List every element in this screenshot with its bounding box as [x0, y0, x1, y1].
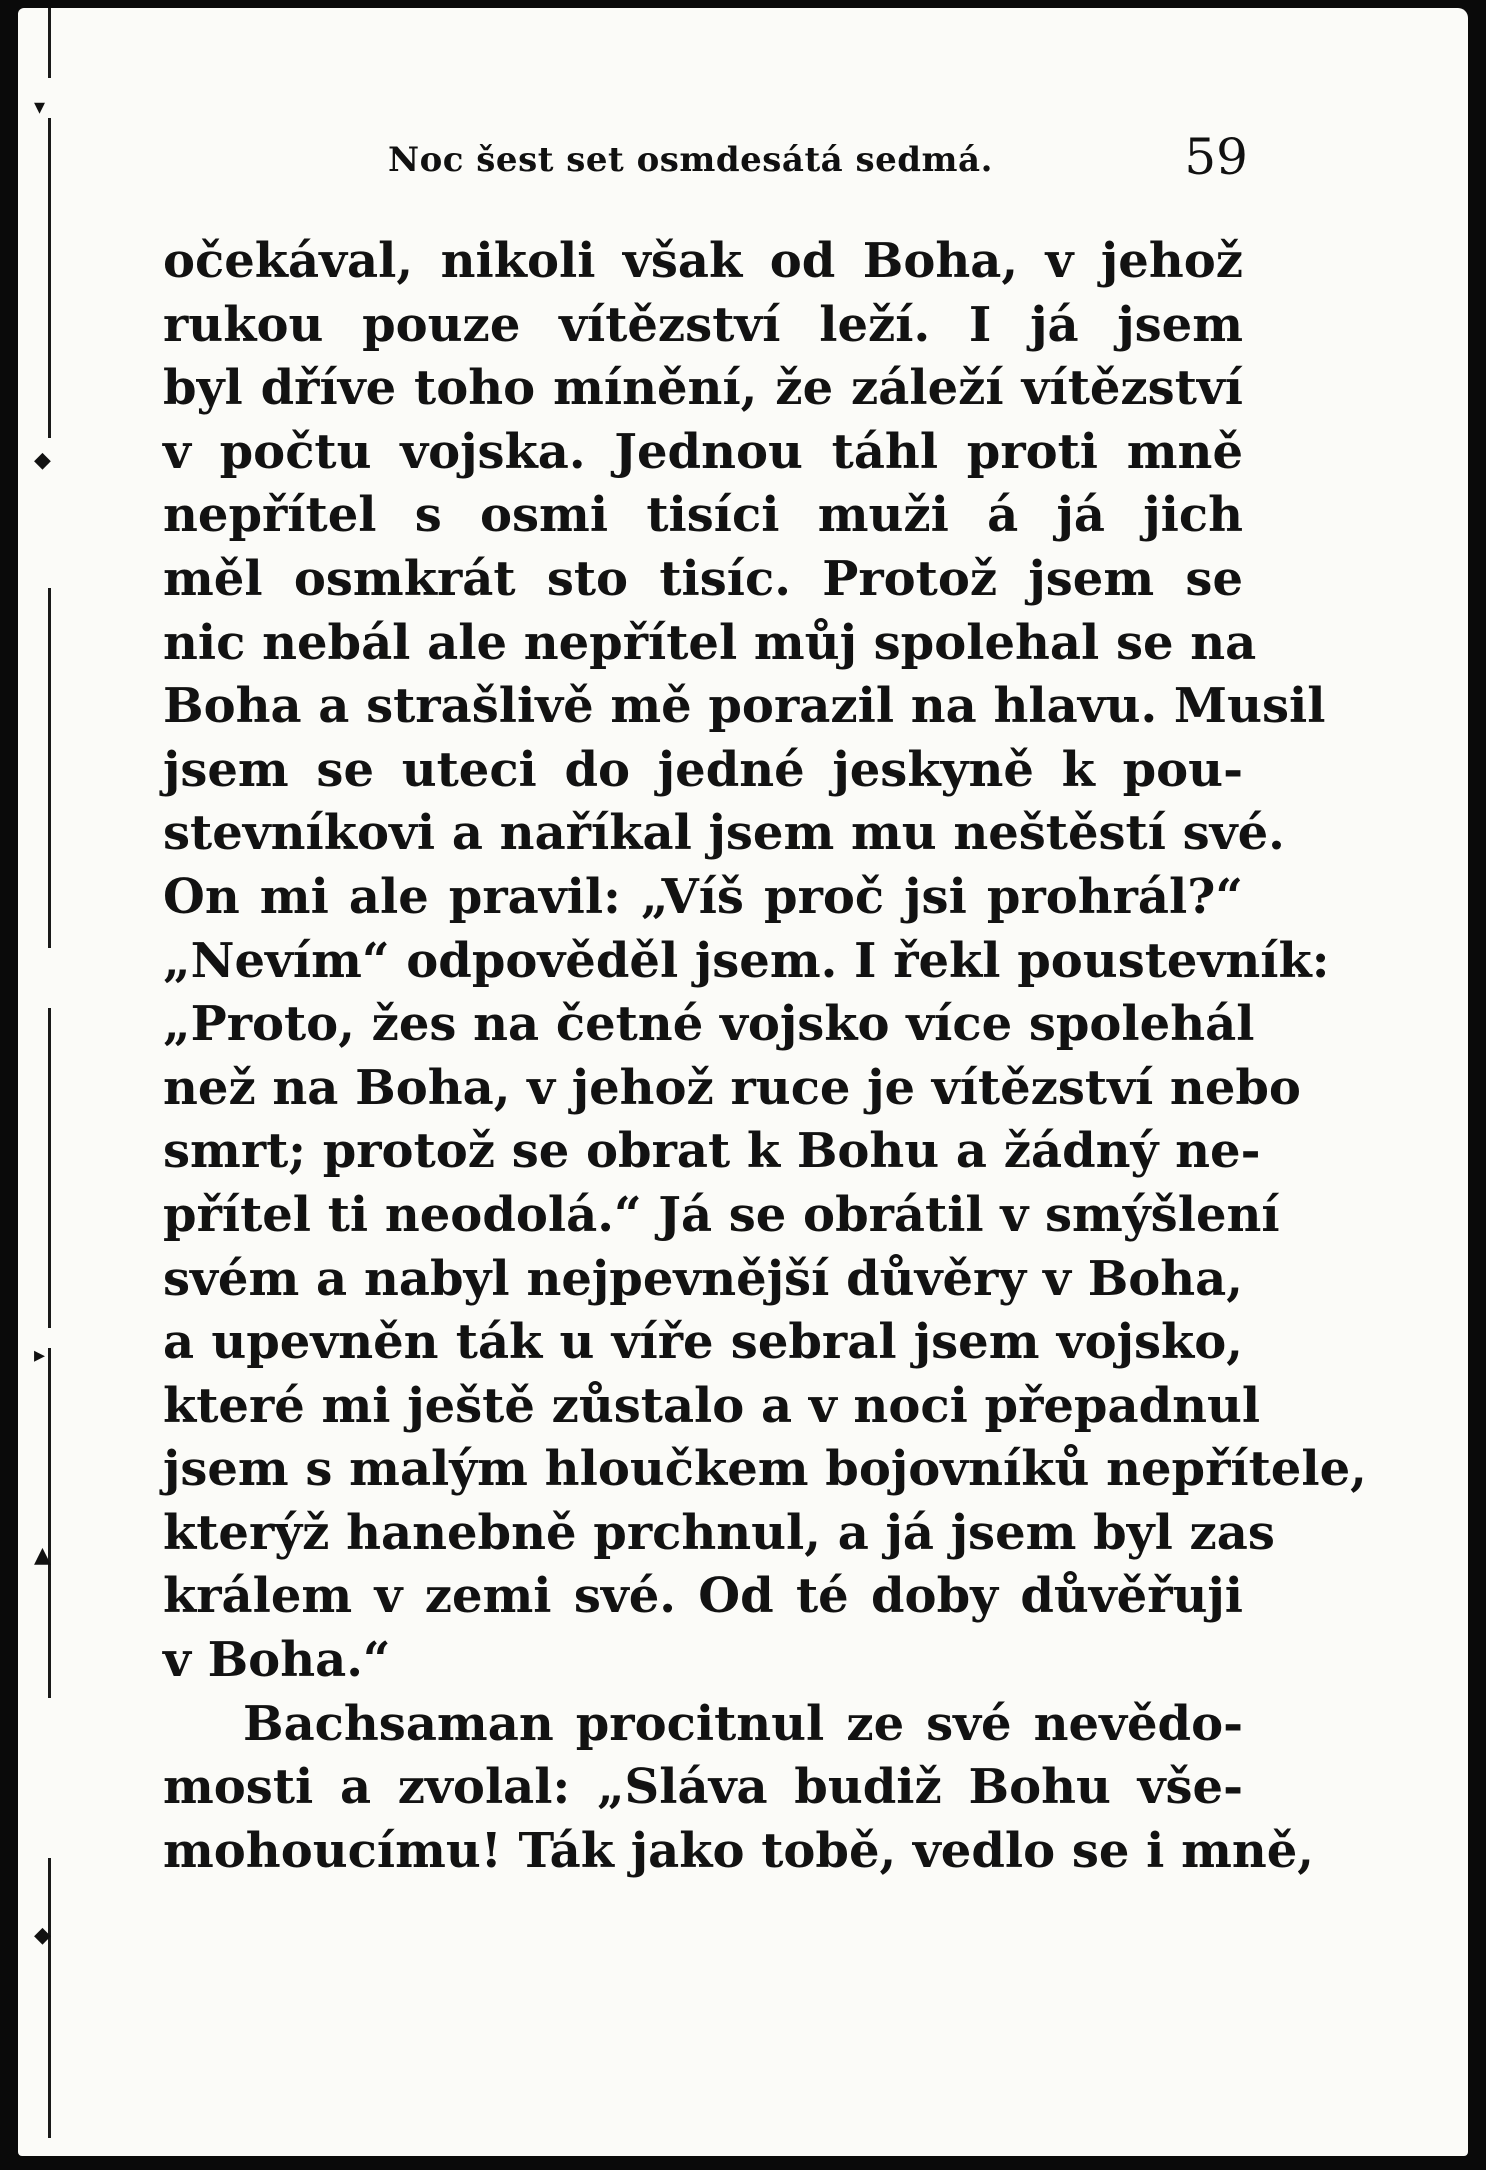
binding-gutter	[18, 8, 76, 2156]
text-line: králem v zemi své. Od té doby důvěřuji	[163, 1568, 1243, 1625]
text-line: mohoucímu! Ták jako tobě, vedlo se i mně,	[163, 1822, 1315, 1879]
text-line: smrt; protož se obrat k Bohu a žádný ne-	[163, 1123, 1261, 1180]
text-line: a upevněn ták u víře sebral jsem vojsko,	[163, 1314, 1243, 1371]
gutter-rule	[48, 1858, 51, 2138]
book-page	[18, 8, 1468, 2156]
text-line: v Boha.“	[163, 1632, 391, 1689]
text-line: nic nebál ale nepřítel můj spolehal se na	[163, 614, 1257, 671]
body-text	[163, 230, 1367, 1883]
page-header	[388, 128, 1248, 188]
gutter-mark-icon: ▲	[34, 1543, 51, 1568]
paragraph-start-line: Bachsaman procitnul ze své nevědo-	[243, 1695, 1243, 1752]
running-title: Noc šest set osmdesátá sedmá.	[388, 140, 993, 180]
gutter-mark-icon: ◆	[34, 448, 51, 473]
text-line: jsem s malým hloučkem bojovníků nepřítele,	[163, 1441, 1367, 1498]
gutter-mark-icon: ▸	[34, 1343, 46, 1368]
text-line: jsem se uteci do jedné jeskyně k pou-	[163, 741, 1243, 798]
text-line: měl osmkrát sto tisíc. Protož jsem se	[163, 550, 1243, 607]
gutter-rule	[48, 588, 51, 948]
text-line: nepřítel s osmi tisíci muži á já jich	[163, 487, 1243, 544]
text-line: mosti a zvolal: „Sláva budiž Bohu vše-	[163, 1759, 1243, 1816]
text-line: „Proto, žes na četné vojsko více spolehál	[163, 996, 1255, 1053]
text-line: stevníkovi a naříkal jsem mu neštěstí své.	[163, 805, 1285, 862]
gutter-rule	[48, 8, 51, 78]
text-line: kterýž hanebně prchnul, a já jsem byl zas	[163, 1504, 1275, 1561]
gutter-mark-icon: ◆	[34, 1923, 51, 1948]
text-line: v počtu vojska. Jednou táhl proti mně	[163, 423, 1243, 480]
text-line: svém a nabyl nejpevnější důvěry v Boha,	[163, 1250, 1243, 1307]
gutter-rule	[48, 118, 51, 438]
page-number: 59	[1184, 128, 1248, 186]
text-line: „Nevím“ odpověděl jsem. I řekl poustevník:	[163, 932, 1330, 989]
text-line: než na Boha, v jehož ruce je vítězství nebo	[163, 1059, 1301, 1116]
gutter-rule	[48, 1348, 51, 1698]
text-line: přítel ti neodolá.“ Já se obrátil v smýšlení	[163, 1186, 1280, 1243]
text-line: byl dříve toho mínění, že záleží vítězství	[163, 360, 1243, 417]
text-line: Boha a strašlivě mě porazil na hlavu. Musil	[163, 678, 1326, 735]
text-line: očekával, nikoli však od Boha, v jehož	[163, 233, 1243, 289]
gutter-mark-icon: ▾	[34, 95, 46, 120]
text-line: On mi ale pravil: „Víš proč jsi prohrál?“	[163, 868, 1243, 925]
text-line: rukou pouze vítězství leží. I já jsem	[163, 296, 1243, 353]
gutter-rule	[48, 1008, 51, 1328]
text-line: které mi ještě zůstalo a v noci přepadnul	[163, 1377, 1261, 1434]
